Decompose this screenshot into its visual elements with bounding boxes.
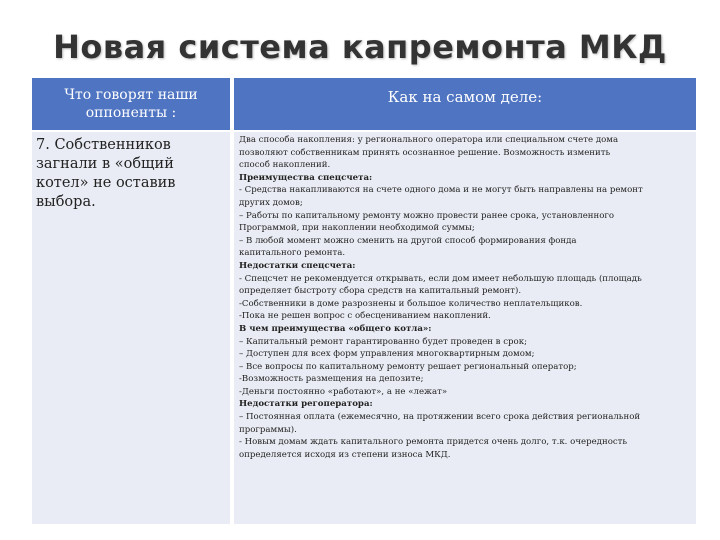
text-line: Два способа накопления: у регионального оператора или специальном счете дома [239,135,619,145]
text-line: – В любой момент можно сменить на другой способ формирования фонда [239,235,577,246]
header-reality: Как на самом деле: [234,78,696,130]
text-line: программы). [239,424,297,435]
text-line: - Средства накапливаются на счете одного дома и не могут быть направлены на ремонт [239,185,643,196]
section-heading: Недостатки спецсчета: [239,260,356,271]
text-line: -Деньги постоянно «работают», а не «лежат» [239,386,448,397]
text-line: – Доступен для всех форм управления многоквартирным домом; [239,349,535,360]
text-line: – Постоянная оплата (ежемесячно, на протяжении всего срока действия региональной [239,412,641,423]
header-opponents: Что говорят наши оппоненты : [32,78,230,130]
slide-title: Новая система капремонта МКД [53,28,667,66]
text-line: других домов; [239,197,303,208]
text-line: -Пока не решен вопрос с обесцениванием накоплений. [239,311,491,322]
opponents-cell [32,132,230,524]
reality-text [234,132,696,461]
text-line: способ накоплений. [239,160,331,171]
text-line: – Капитальный ремонт гарантированно будет проведен в срок; [239,336,527,347]
text-line: Программой, при накоплении необходимой суммы; [239,223,475,234]
text-line: определяется исходя из степени износа МКД. [239,449,451,460]
opponents-claim: 7. Собственников загнали в «общий котел» не оставив выбора. [36,137,176,210]
text-line: -Возможность размещения на депозите; [239,374,424,385]
text-line: определяет быстроту сбора средств на капитальный ремонт). [239,286,522,297]
reality-cell [234,132,696,524]
text-line: позволяют собственникам принять осознанное решение. Возможность изменить [239,147,611,158]
text-line: – Все вопросы по капитальному ремонту решает региональный оператор; [239,361,577,372]
comparison-table [32,78,696,524]
section-heading: В чем преимущества «общего котла»: [239,323,432,334]
section-heading: Преимущества спецсчета: [239,172,373,183]
text-line: капитального ремонта. [239,248,346,259]
text-line: - Спецсчет не рекомендуется открывать, если дом имеет небольшую площадь (площадь [239,273,642,284]
text-line: - Новым домам ждать капитального ремонта придется очень долго, т.к. очередность [239,437,628,448]
text-line: – Работы по капитальному ремонту можно провести ранее срока, установленного [239,210,615,221]
text-line: -Собственники в доме разрознены и большое количество неплательщиков. [239,298,583,309]
section-heading: Недостатки регоператора: [239,399,373,410]
